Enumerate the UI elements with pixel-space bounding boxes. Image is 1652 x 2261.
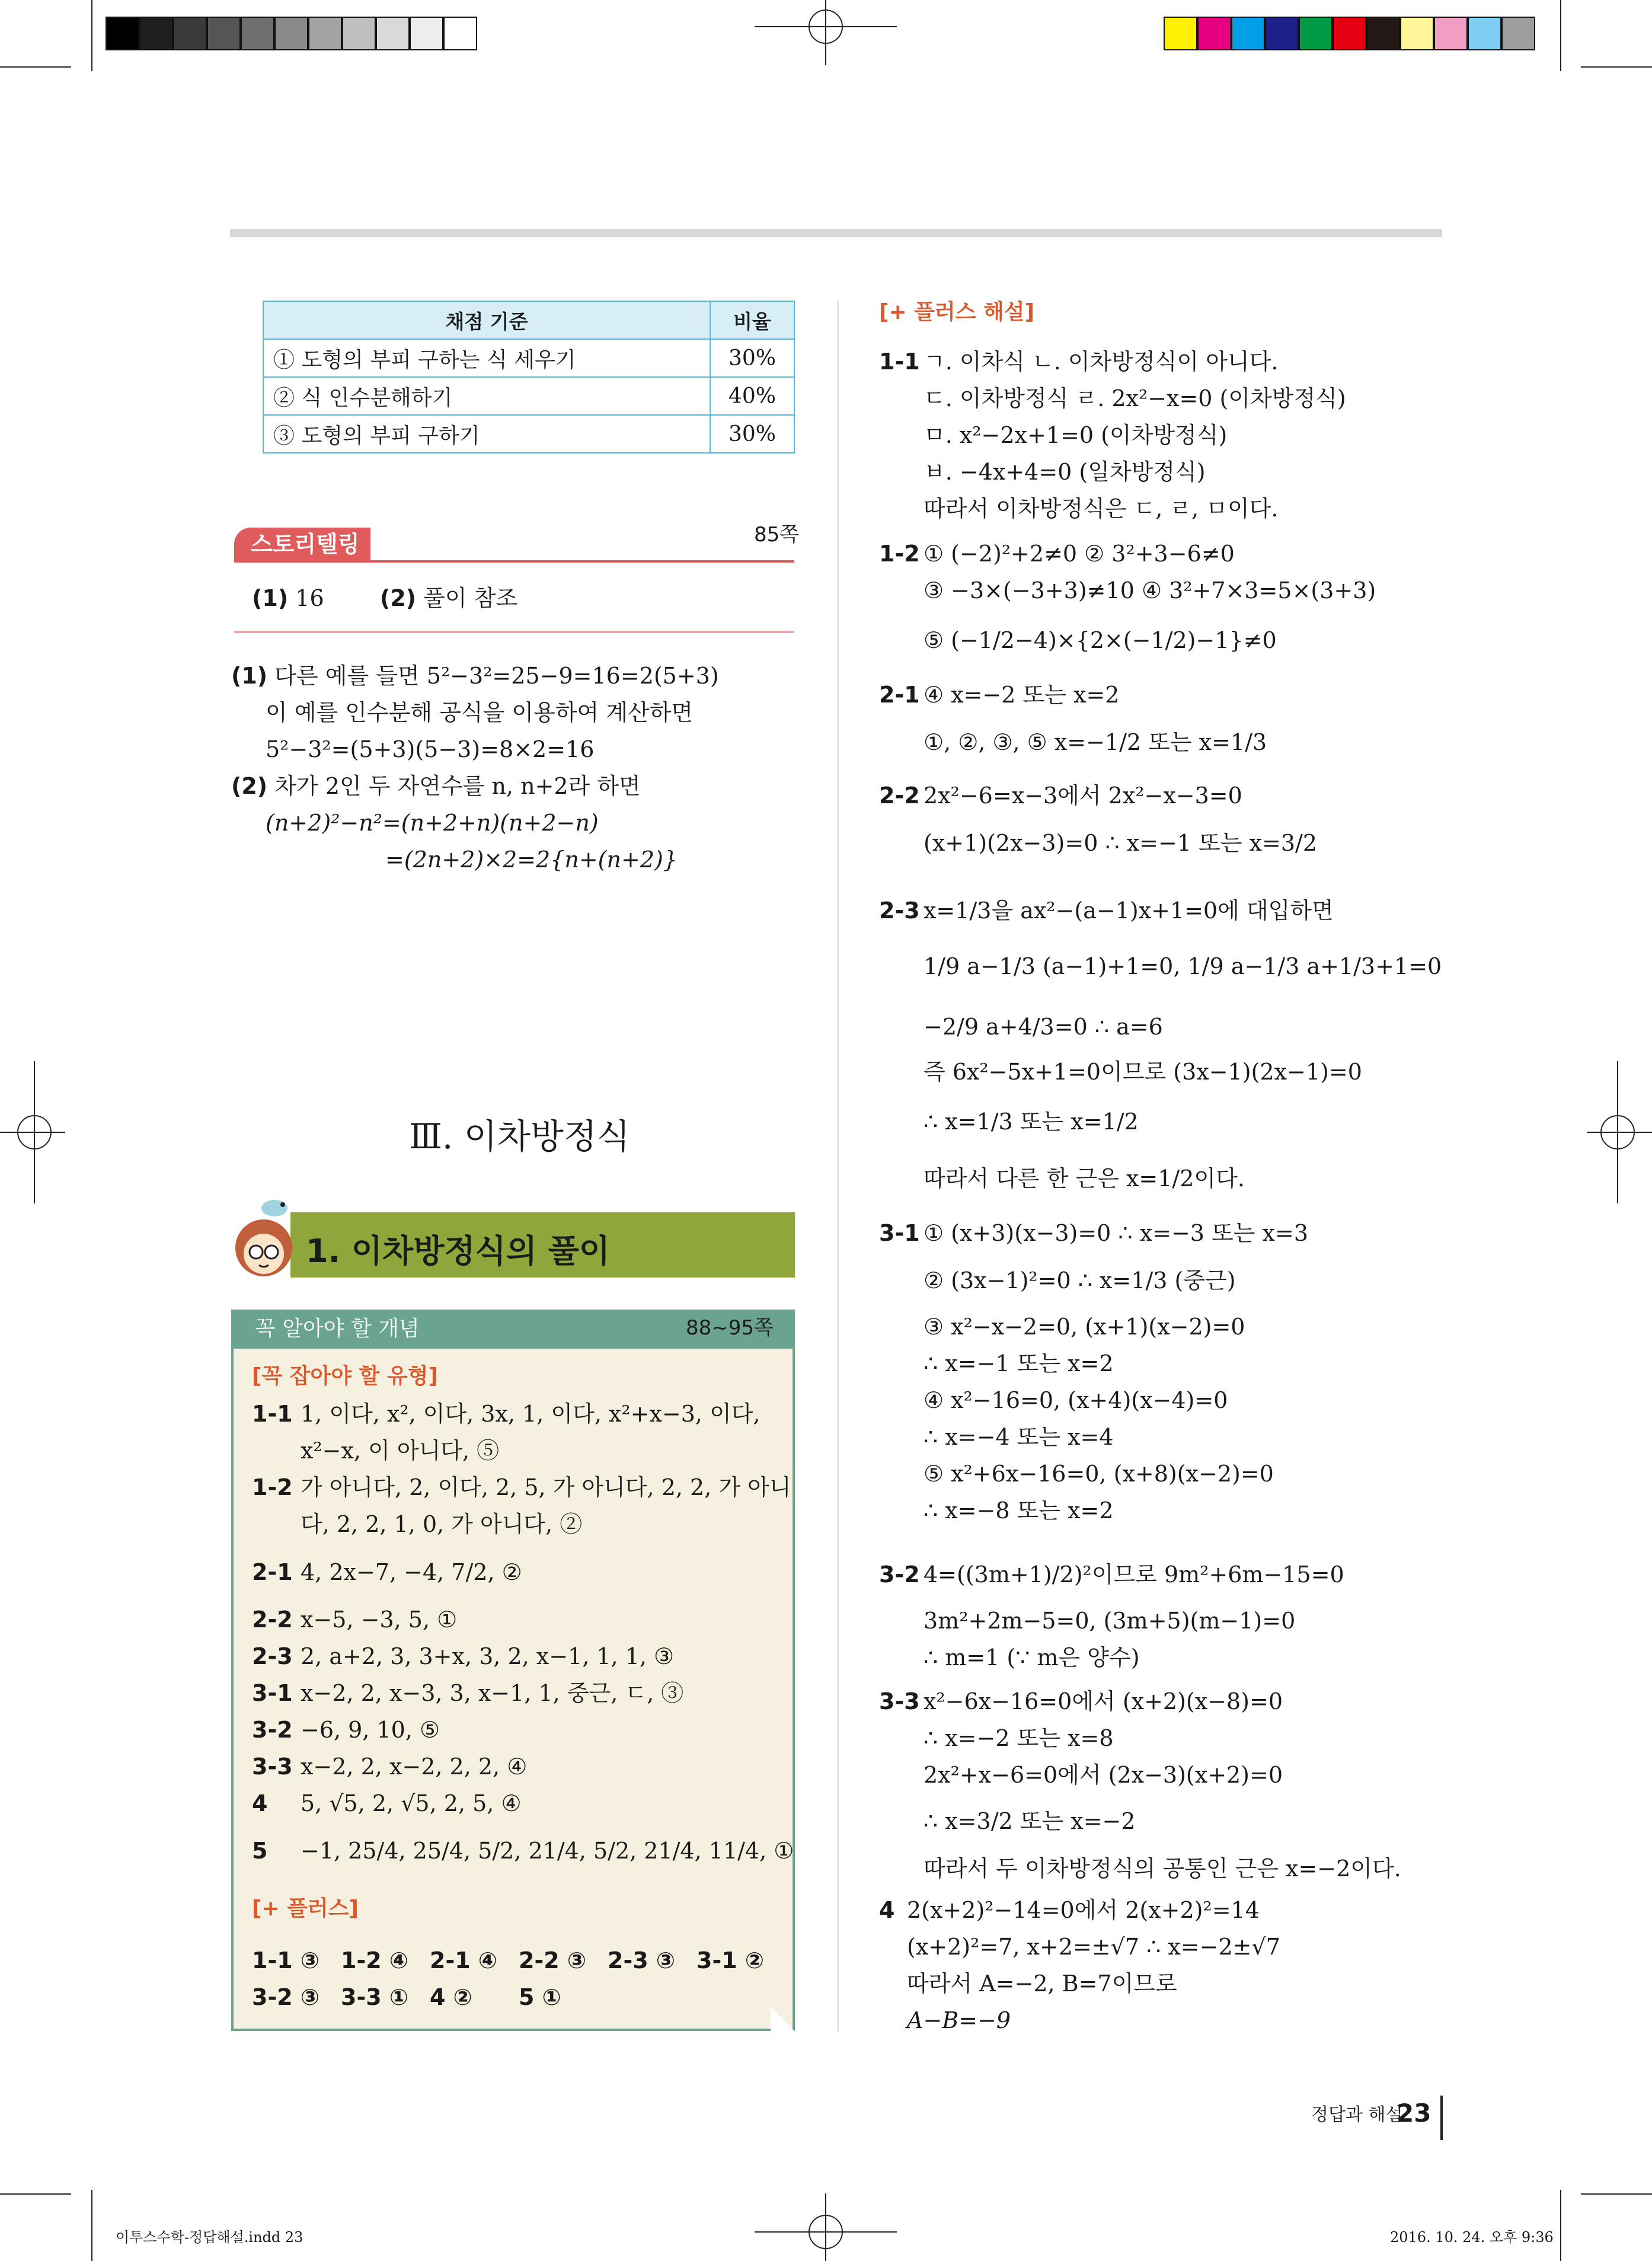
registration-mark-bottom [755, 2193, 897, 2261]
table-cell: 30% [710, 339, 794, 377]
concept-box-pages: 88~95쪽 [686, 1316, 774, 1340]
concept-box-fold [771, 2007, 794, 2031]
table-header-criteria: 채점 기준 [263, 301, 710, 339]
mascot-icon [228, 1192, 305, 1280]
table-cell: 30% [710, 415, 794, 453]
footer-filename: 이투스수학-정답해설.indd 23 [116, 2229, 303, 2246]
storytelling-rule-bottom [234, 631, 794, 633]
table-cell: ② 식 인수분해하기 [263, 377, 710, 415]
storytelling-answers: (1) 16 (2) 풀이 참조 [252, 585, 518, 611]
grading-table [263, 301, 795, 454]
table-cell: 40% [710, 377, 794, 415]
footer-timestamp: 2016. 10. 24. 오후 9:36 [1390, 2229, 1554, 2246]
footer-separator [1440, 2096, 1443, 2140]
column-divider [837, 301, 839, 2032]
table-row [263, 415, 794, 453]
registration-mark-top [755, 0, 897, 65]
storytelling-rule [234, 560, 794, 563]
top-divider [230, 229, 1442, 237]
storytelling-page: 85쪽 [754, 523, 800, 547]
section-title: 1. 이차방정식의 풀이 [306, 1232, 610, 1270]
table-row [263, 339, 794, 377]
chapter-title: Ⅲ. 이차방정식 [409, 1116, 630, 1157]
table-cell: ① 도형의 부피 구하는 식 세우기 [263, 339, 710, 377]
registration-mark-left [0, 1061, 65, 1203]
table-row [263, 377, 794, 415]
plus-title: [+ 플러스] [252, 1896, 359, 1921]
concept-box-title: 꼭 알아야 할 개념 [255, 1317, 420, 1341]
table-header-row [263, 301, 794, 339]
table-header-ratio: 비율 [710, 301, 794, 339]
plus-solution-title: [+ 플러스 해설] [879, 300, 1035, 324]
footer-label: 정답과 해설 [1311, 2104, 1403, 2125]
storytelling-badge: 스토리텔링 [234, 528, 370, 561]
page-number: 23 [1397, 2099, 1431, 2128]
table-cell: ③ 도형의 부피 구하기 [263, 415, 710, 453]
concept-box-subtitle: [꼭 잡아야 할 유형] [252, 1364, 438, 1388]
registration-mark-right [1587, 1061, 1652, 1203]
